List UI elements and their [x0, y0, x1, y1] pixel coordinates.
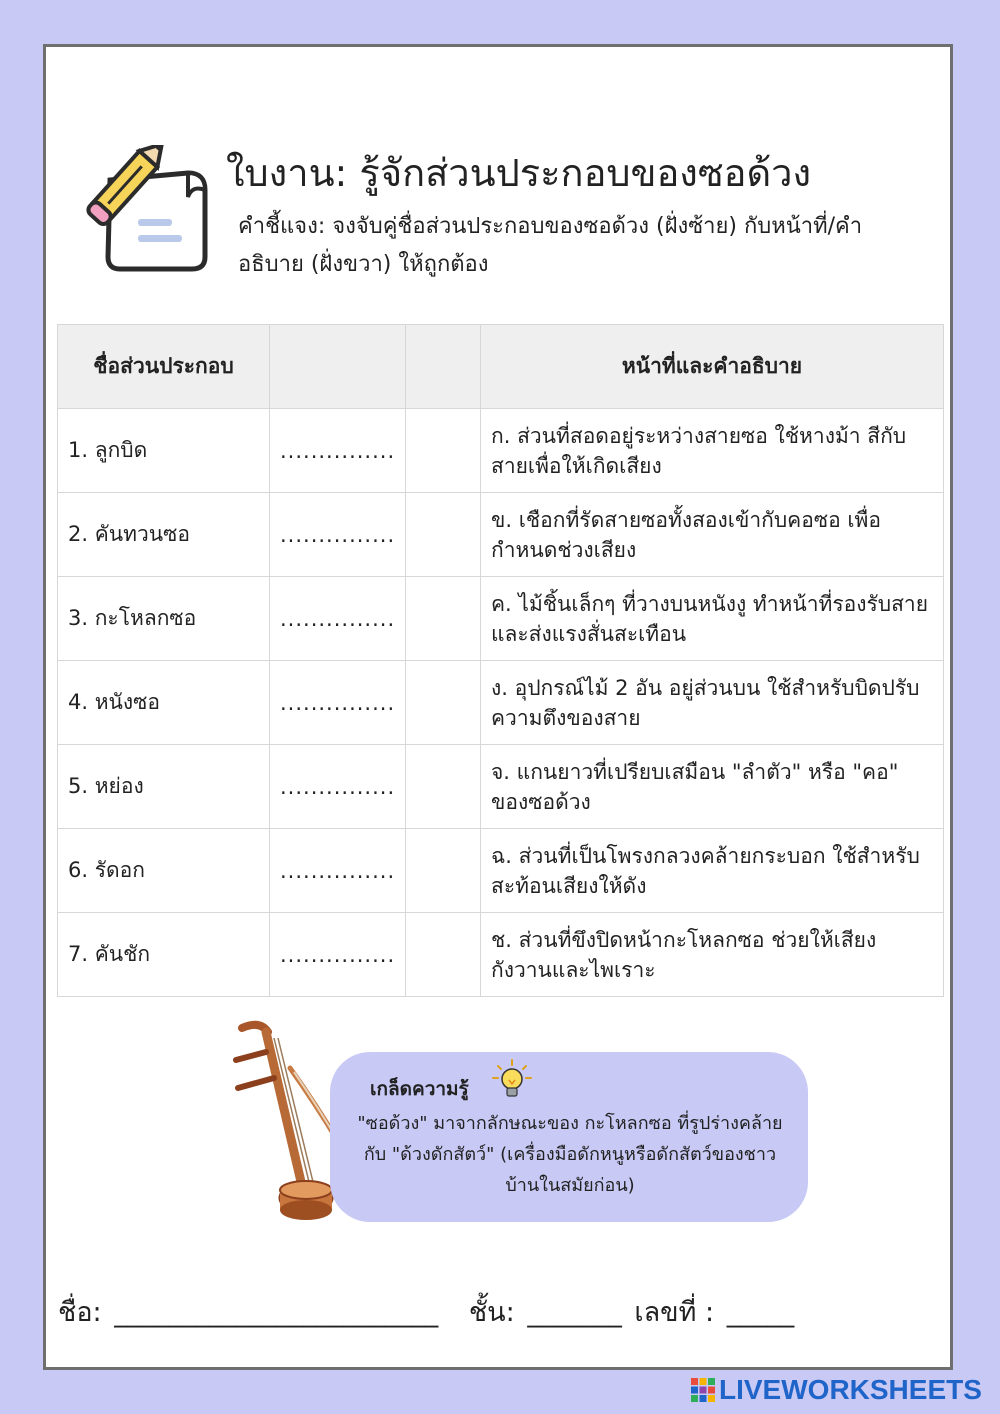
- letter-cell: [406, 745, 481, 829]
- lightbulb-icon: [490, 1058, 534, 1102]
- class-field[interactable]: _______: [527, 1297, 622, 1328]
- letter-cell: [406, 577, 481, 661]
- matching-table: [57, 324, 944, 997]
- number-label: เลขที่ :: [634, 1297, 715, 1328]
- brand-text: LIVEWORKSHEETS: [719, 1374, 982, 1405]
- description: จ. แกนยาวที่เปรียบเสมือน "ลำตัว" หรือ "คอ" ของซอด้วง: [481, 745, 944, 829]
- description: ก. ส่วนที่สอดอยู่ระหว่างสายซอ ใช้หางม้า สีกับสายเพื่อให้เกิดเสียง: [481, 409, 944, 493]
- part-name: 2. คันทวนซอ: [58, 493, 270, 577]
- pencil-paper-icon: [80, 145, 220, 275]
- description: ช. ส่วนที่ขึงปิดหน้ากะโหลกซอ ช่วยให้เสียงกังวานและไพเราะ: [481, 913, 944, 997]
- description: ฉ. ส่วนที่เป็นโพรงกลวงคล้ายกระบอก ใช้สำหรับสะท้อนเสียงให้ดัง: [481, 829, 944, 913]
- table-row: [58, 661, 944, 745]
- description: ค. ไม้ชิ้นเล็กๆ ที่วางบนหนังงู ทำหน้าที่รองรับสายและส่งแรงสั่นสะเทือน: [481, 577, 944, 661]
- letter-cell: [406, 409, 481, 493]
- name-label: ชื่อ:: [58, 1297, 102, 1328]
- header-letter: [406, 325, 481, 409]
- liveworksheets-logo-icon: [690, 1377, 716, 1403]
- tip-body: "ซอด้วง" มาจากลักษณะของ กะโหลกซอ ที่รูปร่างคล้ายกับ "ด้วงดักสัตว์" (เครื่องมือดักหนูหรือดักสัตว์ของชาวบ้านในสมัยก่อน): [357, 1113, 783, 1196]
- table-row: [58, 829, 944, 913]
- page-title: ใบงาน: รู้จักส่วนประกอบของซอด้วง: [226, 151, 812, 195]
- part-name: 4. หนังซอ: [58, 661, 270, 745]
- table-row: [58, 493, 944, 577]
- header-description: หน้าที่และคำอธิบาย: [481, 325, 944, 409]
- answer-blank[interactable]: ...............: [270, 577, 406, 661]
- table-row: [58, 577, 944, 661]
- part-name: 1. ลูกบิด: [58, 409, 270, 493]
- student-info-line: [58, 1290, 798, 1333]
- table-row: [58, 913, 944, 997]
- table-row: [58, 745, 944, 829]
- answer-blank[interactable]: ...............: [270, 913, 406, 997]
- table-header-row: [58, 325, 944, 409]
- part-name: 7. คันชัก: [58, 913, 270, 997]
- letter-cell: [406, 661, 481, 745]
- instructions-text: คำชี้แจง: จงจับคู่ชื่อส่วนประกอบของซอด้วง (ฝั่งซ้าย) กับหน้าที่/คำอธิบาย (ฝั่งขวา) ให้ถูกต้อง: [238, 214, 863, 277]
- part-name: 5. หย่อง: [58, 745, 270, 829]
- answer-blank[interactable]: ...............: [270, 493, 406, 577]
- answer-blank[interactable]: ...............: [270, 745, 406, 829]
- header-part-name: ชื่อส่วนประกอบ: [58, 325, 270, 409]
- part-name: 3. กะโหลกซอ: [58, 577, 270, 661]
- table-row: [58, 409, 944, 493]
- answer-blank[interactable]: ...............: [270, 661, 406, 745]
- tip-title: เกล็ดความรู้: [370, 1078, 469, 1100]
- letter-cell: [406, 913, 481, 997]
- letter-cell: [406, 829, 481, 913]
- description: ง. อุปกรณ์ไม้ 2 อัน อยู่ส่วนบน ใช้สำหรับบิดปรับความตึงของสาย: [481, 661, 944, 745]
- header-answer: [270, 325, 406, 409]
- letter-cell: [406, 493, 481, 577]
- name-field[interactable]: ________________________: [114, 1297, 439, 1328]
- answer-blank[interactable]: ...............: [270, 409, 406, 493]
- number-field[interactable]: _____: [726, 1297, 795, 1328]
- description: ข. เชือกที่รัดสายซอทั้งสองเข้ากับคอซอ เพื่อกำหนดช่วงเสียง: [481, 493, 944, 577]
- liveworksheets-brand[interactable]: [690, 1374, 982, 1406]
- answer-blank[interactable]: ...............: [270, 829, 406, 913]
- class-label: ชั้น:: [468, 1297, 515, 1328]
- part-name: 6. รัดอก: [58, 829, 270, 913]
